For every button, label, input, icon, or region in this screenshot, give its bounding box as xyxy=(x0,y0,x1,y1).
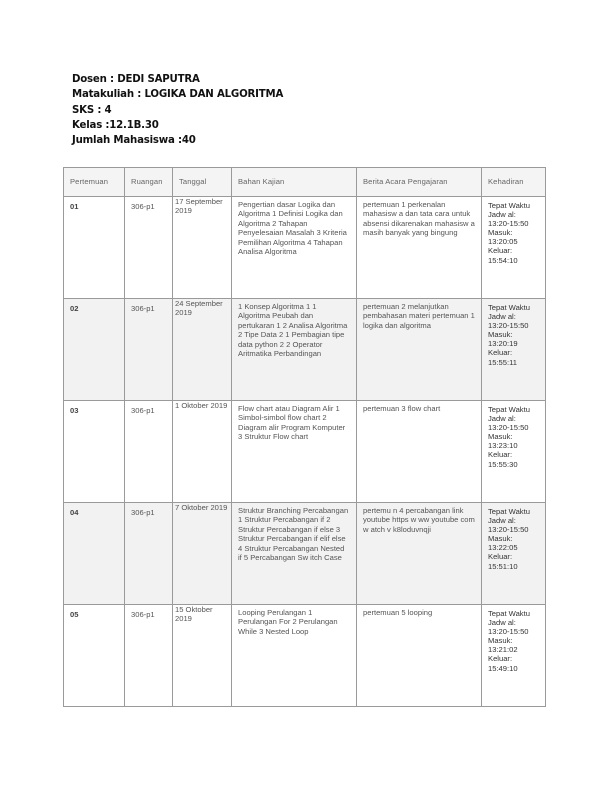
check-in-label: Masuk: xyxy=(488,636,513,646)
attendance-status: Tepat Waktu xyxy=(488,201,530,210)
schedule-label: Jadw al: xyxy=(488,516,516,526)
check-in-label: Masuk: xyxy=(488,330,513,340)
check-in-time: 13:21:02 xyxy=(488,645,518,655)
check-in-label: Masuk: xyxy=(488,534,513,544)
check-in-label: Masuk: xyxy=(488,228,513,238)
date: 24 September 2019 xyxy=(173,299,232,401)
teaching-report: pertemuan 3 flow chart xyxy=(357,401,482,503)
check-out-label: Keluar: xyxy=(488,654,513,664)
check-out-time: 15:55:30 xyxy=(488,459,518,469)
attendance-status: Tepat Waktu xyxy=(488,609,530,618)
table-header-row xyxy=(64,168,546,197)
room: 306-p1 xyxy=(125,197,173,299)
attendance xyxy=(482,503,546,605)
attendance-status: Tepat Waktu xyxy=(488,507,530,516)
table-row xyxy=(64,299,546,401)
check-out-time: 15:55:11 xyxy=(488,357,517,367)
room: 306-p1 xyxy=(125,503,173,605)
attendance xyxy=(482,299,546,401)
schedule-time: 13:20-15:50 xyxy=(488,219,529,229)
schedule-label: Jadw al: xyxy=(488,312,516,322)
check-out-time: 15:49:10 xyxy=(488,663,518,673)
schedule-time: 13:20-15:50 xyxy=(488,321,529,331)
check-in-time: 13:20:19 xyxy=(488,339,518,349)
schedule-label: Jadw al: xyxy=(488,414,516,424)
class-line: Kelas :12.1B.30 xyxy=(72,119,159,131)
check-in-time: 13:20:05 xyxy=(488,237,518,247)
check-out-time: 15:54:10 xyxy=(488,255,518,265)
room: 306-p1 xyxy=(125,605,173,707)
header-bahan-kajian: Bahan Kajian xyxy=(232,168,357,197)
attendance xyxy=(482,605,546,707)
schedule-time: 13:20-15:50 xyxy=(488,627,529,637)
student-count-line: Jumlah Mahasiswa :40 xyxy=(72,135,196,147)
study-material: Pengertian dasar Logika dan Algoritma 1 Definisi Logika dan Algoritma 2 Tahapan Penyelesaian Masalah 3 Kriteria Pemilihan Algoritma 4 Tahapan Analisa Algoritma xyxy=(232,197,357,299)
header-berita-acara: Berita Acara Pengajaran xyxy=(357,168,482,197)
meeting-number: 03 xyxy=(64,401,125,503)
teaching-report: pertemuan 2 melanjutkan pembahasan materi pertemuan 1 logika dan algoritma xyxy=(357,299,482,401)
teaching-journal-table xyxy=(63,167,546,707)
meeting-number: 01 xyxy=(64,197,125,299)
check-in-label: Masuk: xyxy=(488,432,513,442)
date: 17 September 2019 xyxy=(173,197,232,299)
room: 306-p1 xyxy=(125,401,173,503)
table-row xyxy=(64,197,546,299)
schedule-label: Jadw al: xyxy=(488,210,516,220)
study-material: Struktur Branching Percabangan 1 Struktur Percabangan if 2 Struktur Percabangan if else 3 Struktur Percabangan if elif else 4 Struktur Percabangan Nested if 5 Percabangan Sw itch Case xyxy=(232,503,357,605)
check-in-time: 13:23:10 xyxy=(488,441,518,451)
course-info xyxy=(72,72,283,148)
date: 15 Oktober 2019 xyxy=(173,605,232,707)
attendance-status: Tepat Waktu xyxy=(488,405,530,414)
check-out-label: Keluar: xyxy=(488,348,513,358)
attendance xyxy=(482,401,546,503)
meeting-number: 04 xyxy=(64,503,125,605)
lecturer-line: Dosen : DEDI SAPUTRA xyxy=(72,74,200,85)
schedule-time: 13:20-15:50 xyxy=(488,423,529,433)
check-out-label: Keluar: xyxy=(488,450,513,460)
study-material: Looping Perulangan 1 Perulangan For 2 Perulangan While 3 Nested Loop xyxy=(232,605,357,707)
check-out-time: 15:51:10 xyxy=(488,561,518,571)
teaching-report: pertemu n 4 percabangan link youtube https w ww youtube com w atch v k8loduvnqji xyxy=(357,503,482,605)
course-line: Matakuliah : LOGIKA DAN ALGORITMA xyxy=(72,89,284,101)
meeting-number: 05 xyxy=(64,605,125,707)
header-pertemuan: Pertemuan xyxy=(64,168,125,197)
table-row xyxy=(64,401,546,503)
study-material: 1 Konsep Algoritma 1 1 Algoritma Peubah dan pertukaran 1 2 Analisa Algoritma 2 Tipe Data 2 1 Pembagian tipe data python 2 2 Operator Aritmatika Perbandingan xyxy=(232,299,357,401)
date: 7 Oktober 2019 xyxy=(173,503,232,605)
schedule-time: 13:20-15:50 xyxy=(488,525,529,535)
header-tanggal: Tanggal xyxy=(173,168,232,197)
table-row xyxy=(64,503,546,605)
teaching-report: pertemuan 5 looping xyxy=(357,605,482,707)
study-material: Flow chart atau Diagram Alir 1 Simbol-simbol flow chart 2 Diagram alir Program Komputer 3 Struktur Flow chart xyxy=(232,401,357,503)
check-in-time: 13:22:05 xyxy=(488,543,518,553)
header-ruangan: Ruangan xyxy=(125,168,173,197)
date: 1 Oktober 2019 xyxy=(173,401,232,503)
meeting-number: 02 xyxy=(64,299,125,401)
header-kehadiran: Kehadiran xyxy=(482,168,546,197)
attendance-status: Tepat Waktu xyxy=(488,303,530,312)
credits-line: SKS : 4 xyxy=(72,104,112,116)
attendance xyxy=(482,197,546,299)
room: 306-p1 xyxy=(125,299,173,401)
table-row xyxy=(64,605,546,707)
check-out-label: Keluar: xyxy=(488,552,513,562)
teaching-report: pertemuan 1 perkenalan mahasisw a dan tata cara untuk absensi dikarenakan mahasisw a masih banyak yang bingung xyxy=(357,197,482,299)
schedule-label: Jadw al: xyxy=(488,618,516,628)
check-out-label: Keluar: xyxy=(488,246,513,256)
